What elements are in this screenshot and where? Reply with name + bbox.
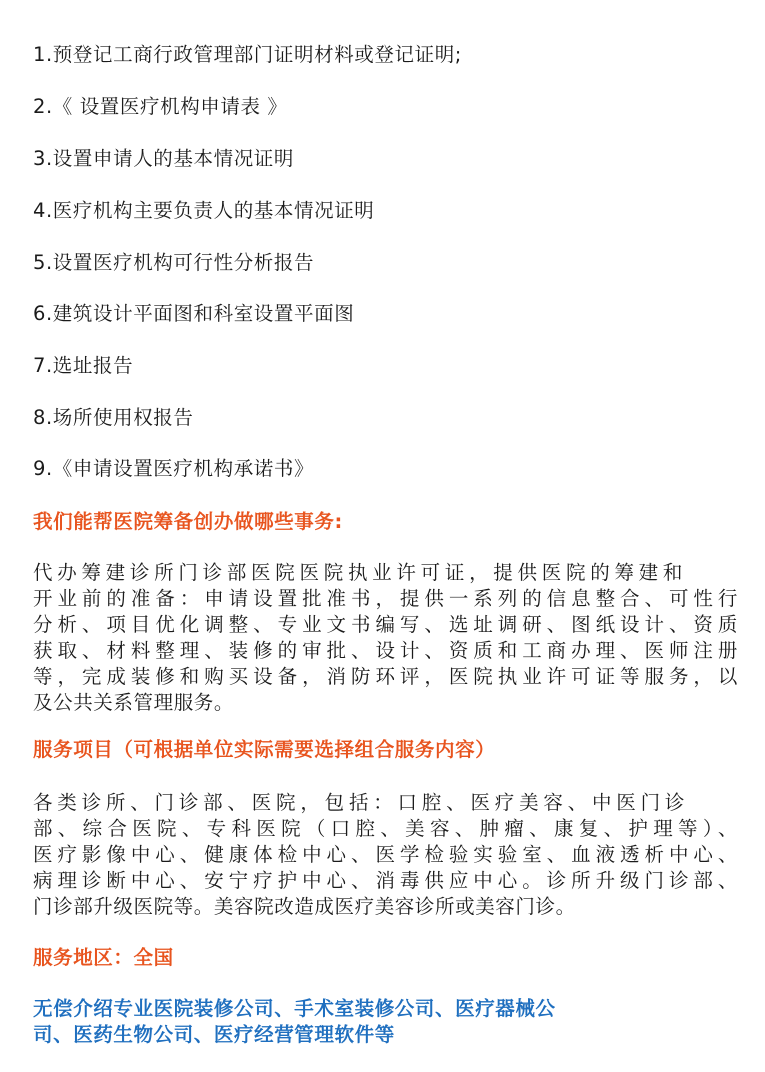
area-heading: 服务地区：全国 <box>33 946 174 969</box>
help-line-4: 获取、材料整理、装修的审批、设计、资质和工商办理、医师注册 <box>33 639 738 662</box>
partners-paragraph <box>33 996 738 1048</box>
requirement-item-6: 6.建筑设计平面图和科室设置平面图 <box>33 302 355 325</box>
requirement-item-7: 7.选址报告 <box>33 354 134 377</box>
requirement-item-3: 3.设置申请人的基本情况证明 <box>33 147 295 170</box>
items-line-1: 各类诊所、门诊部、医院，包括：口腔、医疗美容、中医门诊 <box>33 791 685 814</box>
items-paragraph <box>33 790 738 920</box>
requirement-item-5: 5.设置医疗机构可行性分析报告 <box>33 251 315 274</box>
items-line-2: 部、综合医院、专科医院（口腔、美容、肿瘤、康复、护理等）、 <box>33 817 738 840</box>
items-line-3: 医疗影像中心、健康体检中心、医学检验实验室、血液透析中心、 <box>33 843 738 866</box>
help-line-5: 等，完成装修和购买设备，消防环评，医院执业许可证等服务，以 <box>33 665 738 688</box>
requirement-item-9: 9.《申请设置医疗机构承诺书》 <box>33 457 315 480</box>
requirement-item-8: 8.场所使用权报告 <box>33 406 194 429</box>
help-heading: 我们能帮医院筹备创办做哪些事务: <box>33 510 343 533</box>
help-paragraph <box>33 560 738 716</box>
items-line-4: 病理诊断中心、安宁疗护中心、消毒供应中心。诊所升级门诊部、 <box>33 869 738 892</box>
partners-line-2: 司、医药生物公司、医疗经营管理软件等 <box>33 1023 395 1046</box>
requirement-item-2: 2.《 设置医疗机构申请表 》 <box>33 95 288 118</box>
requirement-item-4: 4.医疗机构主要负责人的基本情况证明 <box>33 199 375 222</box>
requirement-item-1: 1.预登记工商行政管理部门证明材料或登记证明; <box>33 43 462 66</box>
items-line-5: 门诊部升级医院等。美容院改造成医疗美容诊所或美容门诊。 <box>33 895 576 918</box>
help-line-2: 开业前的准备：申请设置批准书，提供一系列的信息整合、可性行 <box>33 587 738 610</box>
help-line-6: 及公共关系管理服务。 <box>33 691 235 714</box>
help-line-1: 代办筹建诊所门诊部医院医院执业许可证，提供医院的筹建和 <box>33 561 683 584</box>
help-line-3: 分析、项目优化调整、专业文书编写、选址调研、图纸设计、资质 <box>33 613 738 636</box>
items-heading: 服务项目（可根据单位实际需要选择组合服务内容） <box>33 738 496 761</box>
partners-line-1: 无偿介绍专业医院装修公司、手术室装修公司、医疗器械公 <box>33 997 556 1020</box>
